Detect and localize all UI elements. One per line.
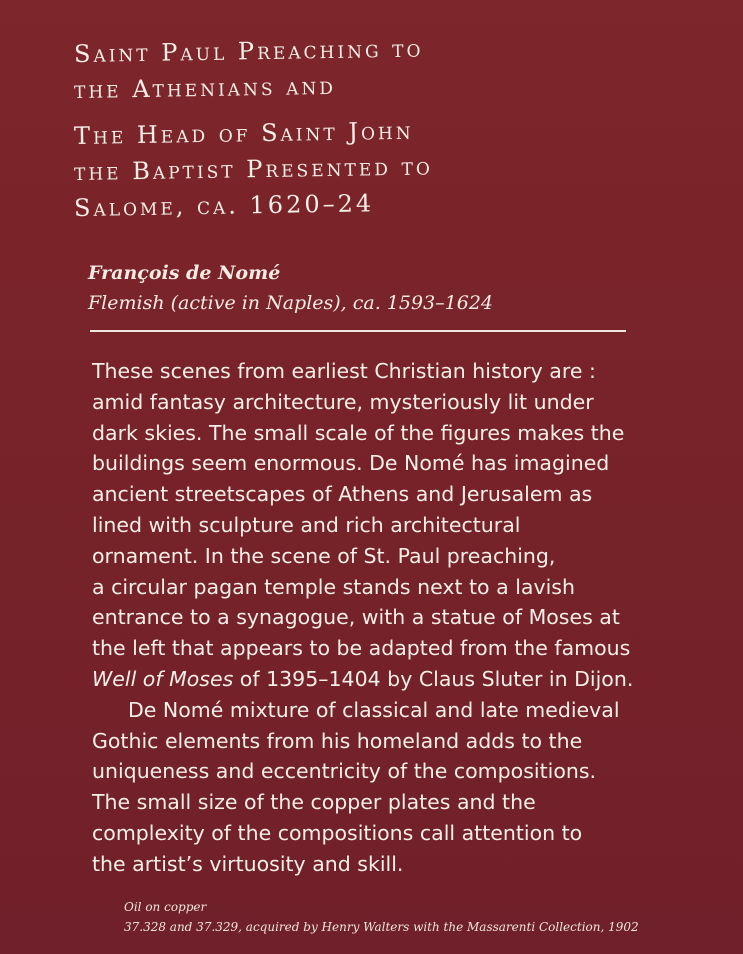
medium-text: Oil on copper [124,900,207,914]
body-line: Gothic elements from his homeland adds to the [92,728,583,753]
body-line: De Nomé mixture of classical and late medieval [128,697,620,722]
title-line: Saint Paul Preaching to [73,34,424,68]
body-line: ancient streetscapes of Athens and Jerusalem as [92,482,593,507]
artist-block [88,258,628,318]
title-line: the Athenians and [73,71,337,104]
body-line: dark skies. The small scale of the figures makes the [92,420,625,445]
body-line: buildings seem enormous. De Nomé has imagined [92,451,610,476]
body-line: The small size of the copper plates and the [92,790,536,815]
body-line: ornament. In the scene of St. Paul preaching, [92,543,556,568]
label-footer [124,897,684,937]
title-line: Salome, ca. 1620–24 [73,189,375,222]
body-line: entrance to a synagogue, with a statue of Moses at [92,605,620,630]
body-line: the artist’s virtuosity and skill. [92,851,404,876]
body-line: a circular pagan temple stands next to a lavish [92,574,575,599]
body-line: amid fantasy architecture, mysteriously lit under [92,389,594,414]
artwork-title [74,36,634,226]
body-line-rest: of 1395–1404 by Claus Sluter in Dijon. [233,666,634,691]
body-line: These scenes from earliest Christian history are : [92,359,596,383]
label-body-text [92,356,652,880]
body-line: the left that appears to be adapted from the famous [92,636,631,661]
title-line: the Baptist Presented to [73,152,433,186]
body-line: uniqueness and eccentricity of the compositions. [92,759,597,784]
body-line: complexity of the compositions call attention to [92,820,583,845]
credit-line: 37.328 and 37.329, acquired by Henry Walters with the Massarenti Collection, 1902 [124,920,639,934]
artwork-reference: Well of Moses [92,666,234,691]
divider-rule [90,330,626,332]
title-line: The Head of Saint John [73,116,414,150]
artist-info: Flemish (active in Naples), ca. 1593–1624 [88,292,494,314]
body-line: lined with sculpture and rich architectural [92,512,521,537]
artist-name: François de Nomé [88,262,281,284]
body-line [92,664,652,695]
